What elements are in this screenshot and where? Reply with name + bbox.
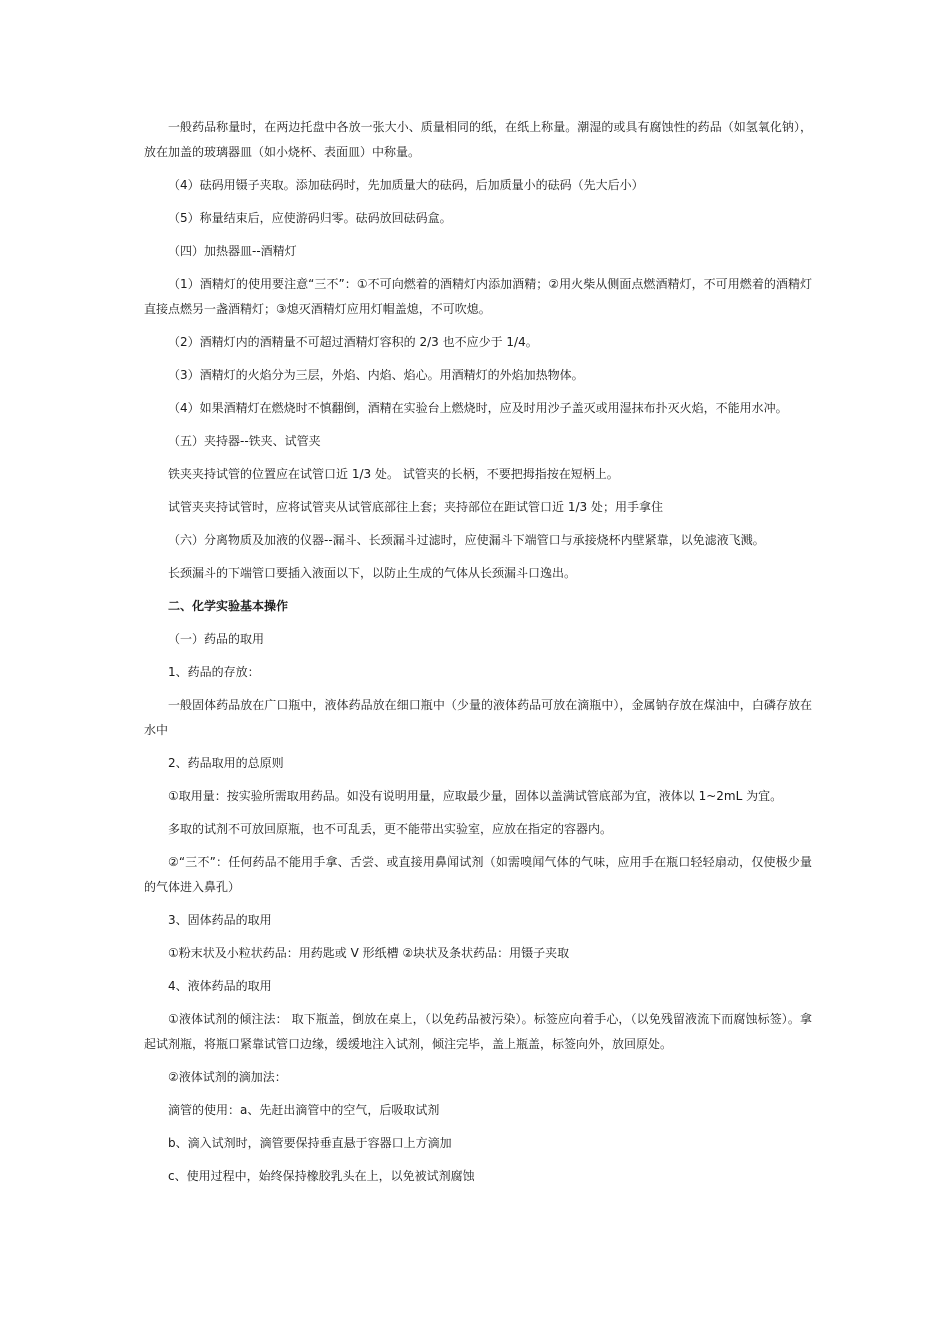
paragraph-amount: ①取用量：按实验所需取用药品。如没有说明用量，应取最少量，固体以盖满试管底部为宜，液体以 1~2mL 为宜。	[168, 789, 783, 803]
section-heading-alcohol-lamp: （四）加热器皿--酒精灯	[168, 244, 297, 258]
paragraph-lamp-three-nots: （1）酒精灯的使用要注意“三不”：①不可向燃着的酒精灯内添加酒精；②用火柴从侧面点燃酒精灯，不可用燃着的酒精灯直接点燃另一盏酒精灯；③熄灭酒精灯应用灯帽盖熄，不可吹熄。	[144, 277, 812, 316]
paragraph-storage: 一般固体药品放在广口瓶中，液体药品放在细口瓶中（少量的液体药品可放在滴瓶中），金属钠存放在煤油中，白磷存放在水中	[144, 698, 812, 737]
paragraph-three-nots: ②“三不”：任何药品不能用手拿、舌尝、或直接用鼻闻试剂（如需嗅闻气体的气味，应用手在瓶口轻轻扇动，仅使极少量的气体进入鼻孔）	[144, 855, 812, 894]
subheading-liquid-reagents: 4、液体药品的取用	[168, 979, 272, 993]
paragraph-lamp-flame-layers: （3）酒精灯的火焰分为三层，外焰、内焰、焰心。用酒精灯的外焰加热物体。	[168, 368, 584, 382]
paragraph-long-neck-funnel: 长颈漏斗的下端管口要插入液面以下，以防止生成的气体从长颈漏斗口逸出。	[168, 566, 577, 580]
section-heading-funnels: （六）分离物质及加液的仪器--漏斗、长颈漏斗过滤时，应使漏斗下端管口与承接烧杯内壁紧靠，以免滤液飞溅。	[168, 533, 765, 547]
paragraph-weights-tweezers: （4）砝码用镊子夹取。添加砝码时，先加质量大的砝码，后加质量小的砝码（先大后小）	[168, 178, 644, 192]
section-heading-clamps: （五）夹持器--铁夹、试管夹	[168, 434, 321, 448]
subheading-solid-reagents: 3、固体药品的取用	[168, 913, 272, 927]
subheading-storage: 1、药品的存放：	[168, 665, 260, 679]
paragraph-weighing-paper: 一般药品称量时，在两边托盘中各放一张大小、质量相同的纸，在纸上称量。潮湿的或具有腐蚀性的药品（如氢氧化钠），放在加盖的玻璃器皿（如小烧杯、表面皿）中称量。	[144, 120, 812, 159]
paragraph-test-tube-clamp: 试管夹夹持试管时，应将试管夹从试管底部往上套；夹持部位在距试管口近 1/3 处；用手拿住	[168, 500, 663, 514]
document-page	[144, 115, 812, 1197]
paragraph-dropper-step-a: 滴管的使用：a、先赶出滴管中的空气，后吸取试剂	[168, 1103, 440, 1117]
subheading-general-principles: 2、药品取用的总原则	[168, 756, 284, 770]
subheading-dropping-method: ②液体试剂的滴加法：	[168, 1070, 287, 1084]
paragraph-weighing-end: （5）称量结束后，应使游码归零。砝码放回砝码盒。	[168, 211, 452, 225]
paragraph-dropper-step-b: b、滴入试剂时，滴管要保持垂直悬于容器口上方滴加	[168, 1136, 452, 1150]
paragraph-excess-reagent: 多取的试剂不可放回原瓶，也不可乱丢，更不能带出实验室，应放在指定的容器内。	[168, 822, 613, 836]
section-heading-taking-reagents: （一）药品的取用	[168, 632, 265, 646]
paragraph-solid-reagents: ①粉末状及小粒状药品：用药匙或 V 形纸槽 ②块状及条状药品：用镊子夹取	[168, 946, 570, 960]
chapter-heading-basic-operations: 二、化学实验基本操作	[168, 599, 289, 613]
paragraph-lamp-fire-safety: （4）如果酒精灯在燃烧时不慎翻倒，酒精在实验台上燃烧时，应及时用沙子盖灭或用湿抹布扑灭火焰，不能用水冲。	[168, 401, 788, 415]
paragraph-iron-clamp: 铁夹夹持试管的位置应在试管口近 1/3 处。 试管夹的长柄，不要把拇指按在短柄上。	[168, 467, 619, 481]
paragraph-pouring-method: ①液体试剂的倾注法： 取下瓶盖，倒放在桌上，（以免药品被污染）。标签应向着手心，（以免残留液流下而腐蚀标签）。拿起试剂瓶，将瓶口紧靠试管口边缘，缓缓地注入试剂，倾注完毕，盖上瓶盖，标签向外，放回原处。	[144, 1012, 812, 1051]
paragraph-dropper-step-c: c、使用过程中，始终保持橡胶乳头在上，以免被试剂腐蚀	[168, 1169, 475, 1183]
paragraph-lamp-alcohol-volume: （2）酒精灯内的酒精量不可超过酒精灯容积的 2/3 也不应少于 1/4。	[168, 335, 538, 349]
